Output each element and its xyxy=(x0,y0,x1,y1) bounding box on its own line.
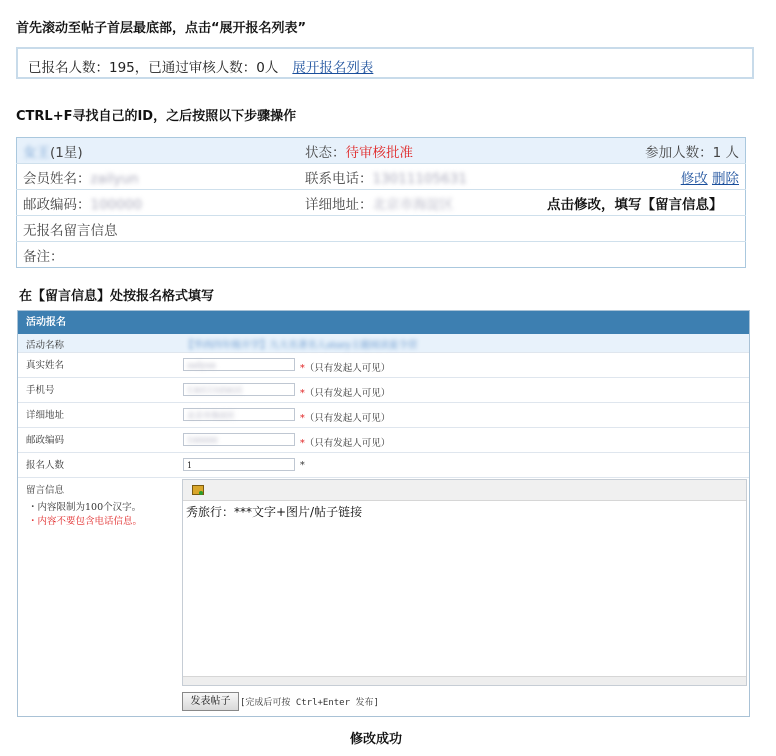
submit-hint: [完成后可按 Ctrl+Enter 发布] xyxy=(240,698,379,708)
success-caption: 修改成功 xyxy=(350,732,403,747)
step1-instruction: 首先滚动至帖子首层最底部，点击“展开报名列表” xyxy=(16,21,307,36)
rule-length: ・内容限制为100个汉字。 xyxy=(28,502,142,513)
private-note: （只有发起人可见） xyxy=(304,413,391,424)
activity-label: 活动名称 xyxy=(26,340,65,351)
realname-label: 真实姓名 xyxy=(26,360,65,371)
phone-input-value: 13011105631 xyxy=(187,386,243,395)
phone-form-label: 手机号 xyxy=(26,385,55,396)
remark-label: 备注： xyxy=(23,248,64,265)
private-note: （只有发起人可见） xyxy=(304,438,391,449)
status-value: 待审核批准 xyxy=(345,144,413,161)
member-name-value: zailyun xyxy=(90,170,139,187)
entry-address-row xyxy=(17,190,746,216)
message-text[interactable]: 秀旅行：***文字+图片/帖子链接 xyxy=(186,505,363,519)
realname-input[interactable] xyxy=(183,358,295,371)
private-note: （只有发起人可见） xyxy=(304,363,391,374)
zip-input-value: 100000 xyxy=(187,436,218,445)
participant-count: 参加人数：1 人 xyxy=(541,138,746,164)
count-form-row xyxy=(18,453,749,478)
entry-remark-row xyxy=(17,242,746,268)
member-name-label: 会员姓名： xyxy=(23,170,91,187)
member-stars: (1星) xyxy=(50,144,83,161)
count-input[interactable] xyxy=(183,458,295,471)
signup-form xyxy=(17,310,750,717)
count-form-label: 报名人数 xyxy=(26,460,65,471)
member-id-link[interactable]: 女王 xyxy=(23,144,50,161)
realname-row xyxy=(18,353,749,378)
count-input-value: 1 xyxy=(187,461,193,470)
address-label: 详细地址： xyxy=(305,196,373,213)
entry-header-row xyxy=(17,138,746,164)
phone-value: 13011105631 xyxy=(372,170,467,187)
private-note: （只有发起人可见） xyxy=(304,388,391,399)
required-mark: * xyxy=(300,460,305,471)
editor-toolbar xyxy=(183,480,746,501)
zip-input[interactable] xyxy=(183,433,295,446)
submit-post-button[interactable]: 发表帖子 xyxy=(182,692,239,711)
edit-tip: 点击修改，填写【留言信息】 xyxy=(541,190,746,216)
message-editor[interactable] xyxy=(182,479,747,686)
signup-count-text: 已报名人数：195，已通过审核人数：0人 xyxy=(28,60,279,76)
add-badge-icon xyxy=(199,491,203,495)
delete-link[interactable]: 删除 xyxy=(712,170,739,187)
no-message-text: 无报名留言信息 xyxy=(17,216,746,242)
step2-instruction: CTRL+F寻找自己的ID，之后按照以下步骤操作 xyxy=(16,109,297,124)
zip-form-row xyxy=(18,428,749,453)
required-mark: * xyxy=(300,438,305,449)
signup-entry-table xyxy=(16,137,746,268)
zip-label: 邮政编码： xyxy=(23,196,91,213)
message-label: 留言信息 xyxy=(26,485,65,496)
form-header: 活动报名 xyxy=(18,311,749,334)
address-value: 北京市海淀区 xyxy=(372,196,454,213)
address-form-row xyxy=(18,403,749,428)
address-input[interactable] xyxy=(183,408,295,421)
required-mark: * xyxy=(300,413,305,424)
step3-instruction: 在【留言信息】处按报名格式填写 xyxy=(19,289,215,304)
expand-signup-list-link[interactable]: 展开报名列表 xyxy=(292,60,374,76)
entry-member-row xyxy=(17,164,746,190)
phone-row xyxy=(18,378,749,403)
realname-input-value: zailyun xyxy=(187,361,216,370)
zip-form-label: 邮政编码 xyxy=(26,435,65,446)
phone-label: 联系电话： xyxy=(305,170,373,187)
address-input-value: 北京市海淀区 xyxy=(187,411,235,420)
status-label: 状态： xyxy=(305,144,346,161)
phone-input[interactable] xyxy=(183,383,295,396)
required-mark: * xyxy=(300,363,305,374)
entry-message-row xyxy=(17,216,746,242)
zip-value: 100000 xyxy=(90,196,143,213)
rule-no-phone: ・内容不要包含电话信息。 xyxy=(28,516,143,527)
signup-summary-box xyxy=(16,47,754,79)
address-form-label: 详细地址 xyxy=(26,410,65,421)
edit-link[interactable]: 修改 xyxy=(680,170,708,187)
required-mark: * xyxy=(300,388,305,399)
activity-name-value: 【华西四年级开学】九大名著名人story主题阅读夏令营 xyxy=(184,340,418,351)
activity-row xyxy=(18,334,749,353)
editor-resize-bar[interactable] xyxy=(183,676,746,685)
